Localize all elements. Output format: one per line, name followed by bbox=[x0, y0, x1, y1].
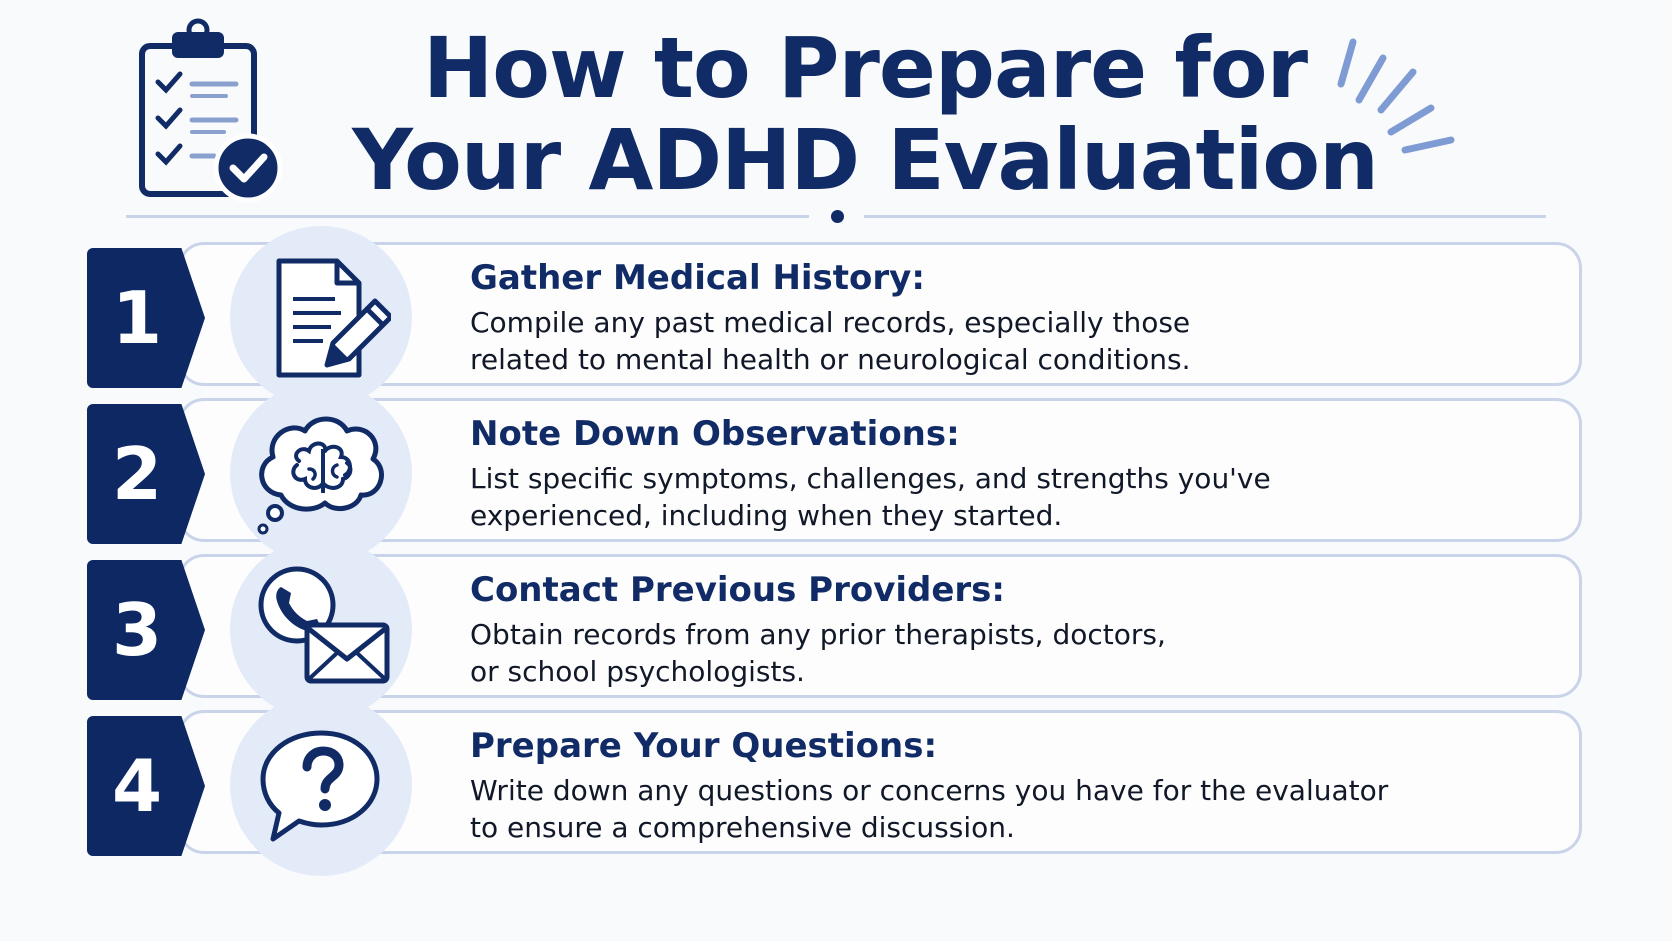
step-number: 3 bbox=[111, 588, 163, 672]
step-icon-circle bbox=[230, 694, 412, 876]
step-icon-circle bbox=[230, 538, 412, 720]
divider-line-left bbox=[126, 215, 809, 218]
step-heading: Gather Medical History: bbox=[470, 258, 925, 298]
step-heading: Prepare Your Questions: bbox=[470, 726, 938, 766]
step-description-line: Compile any past medical records, especially those bbox=[470, 306, 1191, 339]
phone-envelope-icon bbox=[251, 559, 391, 699]
step-heading: Contact Previous Providers: bbox=[470, 570, 1006, 610]
title-line-1: How to Prepare for bbox=[422, 19, 1308, 117]
divider-dot bbox=[831, 210, 844, 223]
divider-line-right bbox=[864, 215, 1546, 218]
sparkle-lines-icon bbox=[1325, 36, 1455, 156]
step-3 bbox=[0, 554, 1672, 702]
step-description-line: related to mental health or neurological conditions. bbox=[470, 343, 1191, 376]
step-number: 4 bbox=[111, 744, 163, 828]
step-1 bbox=[0, 242, 1672, 390]
step-icon-circle bbox=[230, 226, 412, 408]
step-4 bbox=[0, 710, 1672, 858]
step-description-line: List specific symptoms, challenges, and strengths you've bbox=[470, 462, 1271, 495]
title-line-2: Your ADHD Evaluation bbox=[352, 111, 1378, 209]
brain-thought-bubble-icon bbox=[251, 403, 391, 543]
page-title bbox=[330, 19, 1400, 209]
step-number: 1 bbox=[111, 276, 163, 360]
title-divider bbox=[126, 210, 1546, 222]
step-number: 2 bbox=[111, 432, 163, 516]
step-description bbox=[470, 304, 1470, 378]
step-description-line: or school psychologists. bbox=[470, 655, 805, 688]
document-pencil-icon bbox=[251, 247, 391, 387]
question-speech-bubble-icon bbox=[251, 715, 391, 855]
step-2 bbox=[0, 398, 1672, 546]
header bbox=[0, 0, 1672, 240]
step-heading: Note Down Observations: bbox=[470, 414, 960, 454]
step-description-line: Obtain records from any prior therapists, doctors, bbox=[470, 618, 1166, 651]
step-description bbox=[470, 772, 1470, 846]
step-description-line: experienced, including when they started. bbox=[470, 499, 1063, 532]
step-icon-circle bbox=[230, 382, 412, 564]
clipboard-checklist-icon bbox=[136, 18, 296, 208]
step-description-line: to ensure a comprehensive discussion. bbox=[470, 811, 1015, 844]
step-description bbox=[470, 460, 1470, 534]
step-description bbox=[470, 616, 1470, 690]
step-description-line: Write down any questions or concerns you have for the evaluator bbox=[470, 774, 1389, 807]
